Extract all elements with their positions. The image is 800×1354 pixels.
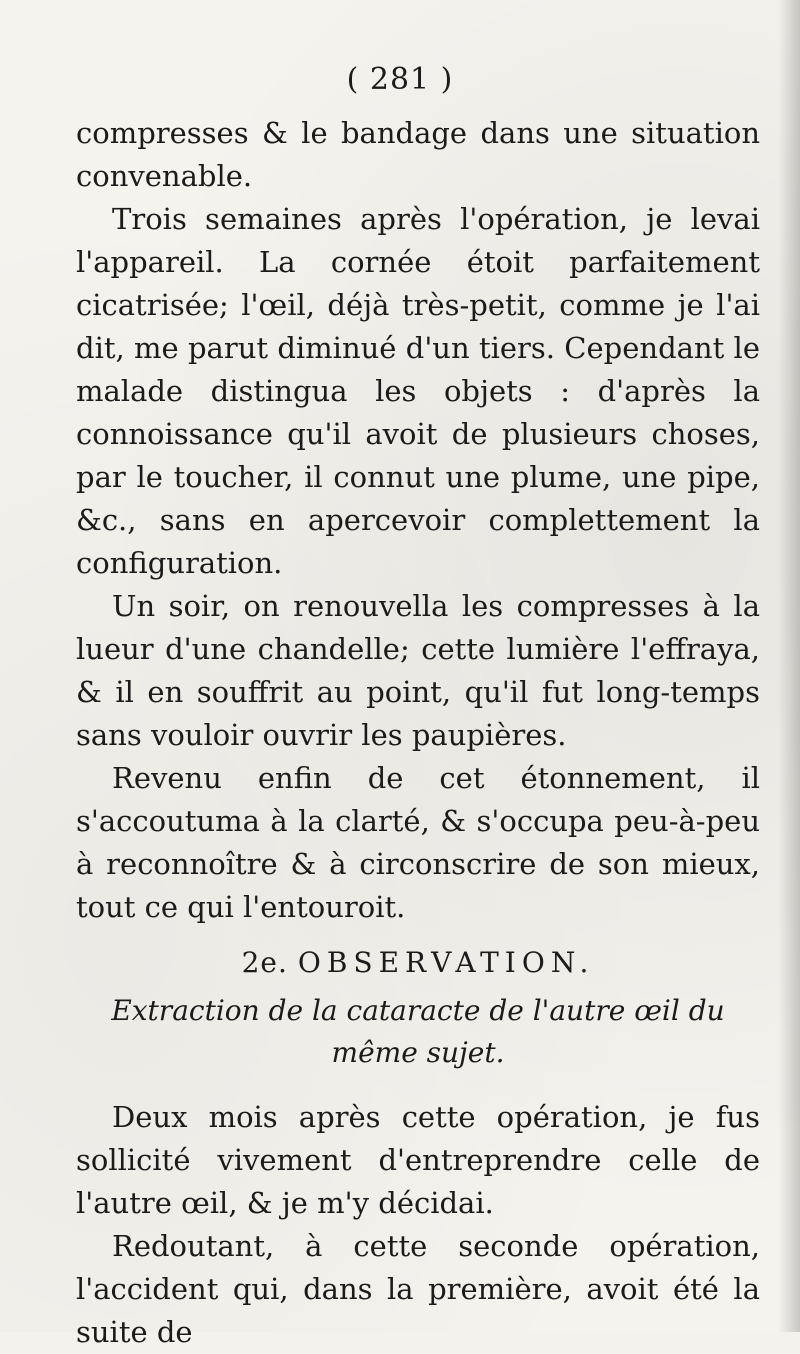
section-heading [76,941,760,984]
page-number: ( 281 ) [346,62,454,97]
paragraph-continuation: compresses & le bandage dans une situation convenable. [76,116,760,193]
section-subtitle: Extraction de la cataracte de l'autre œil du même sujet. [111,994,725,1069]
paragraph: Trois semaines après l'opération, je levai l'appareil. La cornée étoit parfaitement cicatrisée; l'œil, déjà très-petit, comme je l'ai dit, me parut diminué d'un tiers. Cependant le malade distingua les objets : d'après la connoissance qu'il avoit de plusieurs choses, par le toucher, il connut une plume, une pipe, &c., sans en apercevoir complettement la configuration. [76,202,760,580]
paragraph: Revenu enfin de cet étonnement, il s'accoutuma à la clarté, & s'occupa peu-à-peu à reconnoître & à circonscrire de son mieux, tout ce qui l'entouroit. [76,761,760,924]
section-number: 2e. [241,946,288,979]
page-text [76,112,760,1354]
paragraph: Redoutant, à cette seconde opération, l'accident qui, dans la première, avoit été la suite de [76,1229,760,1349]
section-title: OBSERVATION. [297,946,595,979]
paragraph: Un soir, on renouvella les compresses à la lueur d'une chandelle; cette lumière l'effraya, & il en souffrit au point, qu'il fut long-temps sans vouloir ouvrir les paupières. [76,589,760,752]
page-edge-shadow [778,0,800,1332]
paragraph: Deux mois après cette opération, je fus sollicité vivement d'entreprendre celle de l'autre œil, & je m'y décidai. [76,1100,760,1220]
